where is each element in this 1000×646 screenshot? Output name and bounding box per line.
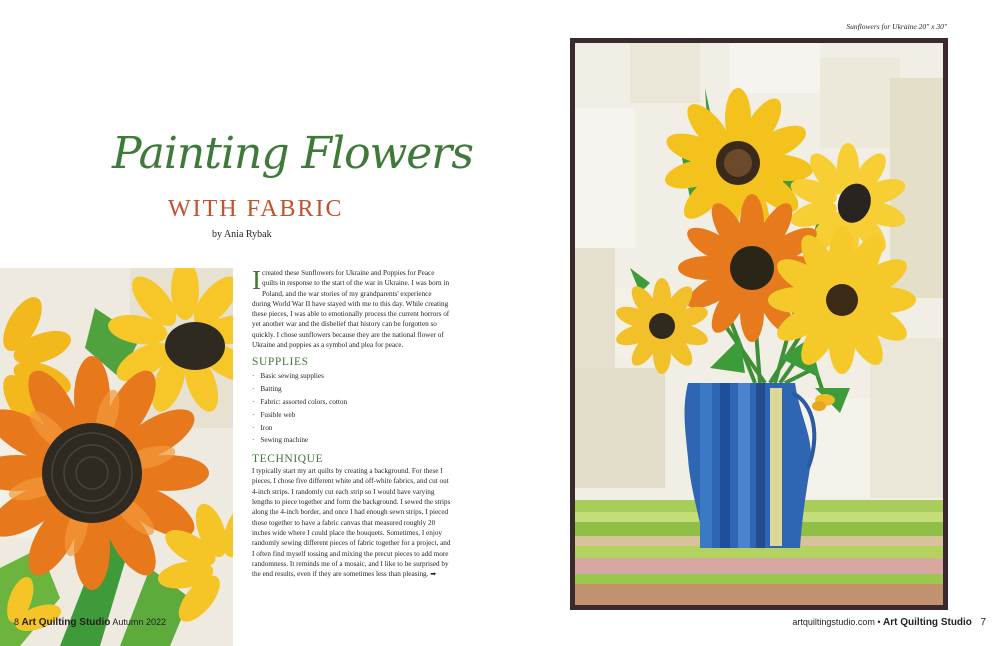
supply-item: · Fabric: assorted colors, cotton [252,396,452,409]
technique-heading: TECHNIQUE [252,453,324,466]
folio-right [792,617,986,628]
technique-paragraph: I typically start my art quilts by creating a background. For these I pieces, I chose five different white and off-white fabrics, and cut out 4-inch strips. I randomly cut each strip so I would have varying lengths to piece together and form the background. I sewed the strips along the 4-inch border, and once I had enough sewn strips, I pieced those together to have a fabric canvas that measured roughly 20 inches wide where I could place the bouquets. Sometimes, I enjoy randomly sewing different pieces of fabric together for a project, and I often find myself tossing and mixing the precut pieces to add more randomness. It reminds me of a mosaic, and I like to be surprised by the end results, even if they are sometimes less than pleasing. ➡ [252,467,451,579]
folio-bullet: • [877,617,881,627]
supplies-heading: SUPPLIES [252,356,309,369]
supply-item: · Iron [252,422,452,435]
supply-item: · Batting [252,383,452,396]
right-page [500,0,1000,646]
article-byline: by Ania Rybak [212,229,272,240]
folio-brand: Art Quilting Studio [21,617,111,628]
folio-issue: Autumn 2022 [112,617,166,627]
article-body-column [252,265,452,579]
supplies-list [252,370,452,447]
folio-brand: Art Quilting Studio [883,617,972,628]
sunflowers-quilt-image [570,38,948,610]
supply-item: · Basic sewing supplies [252,370,452,383]
folio-left [14,617,166,628]
folio-page-number: 8 [14,617,20,627]
folio-website: artquiltingstudio.com [792,617,875,627]
article-title-subtitle: WITH FABRIC [168,196,344,222]
quilt-caption: Sunflowers for Ukraine 20" x 30" [846,22,947,31]
intro-paragraph [252,265,452,350]
quilt-detail-photo [0,268,233,646]
intro-text: created these Sunflowers for Ukraine and Poppies for Peace quilts in response to the start of the war in Ukraine. I was born in Poland, and the war stories of my grandparents' experience during World War II have stayed with me to this day. While creating these pieces, I was able to emotionally process the current horrors of yet another war and the disbelief that history can be forgotten so quickly. I chose sunflowers because they are the national flower of Ukraine and poppies as a symbol and plea for peace. [252,269,450,350]
article-title-script: Painting Flowers [112,128,473,179]
drop-cap: I [252,265,261,295]
supply-item: · Sewing machine [252,434,452,447]
folio-page-number: 7 [980,617,986,628]
supply-item: · Fusible web [252,409,452,422]
